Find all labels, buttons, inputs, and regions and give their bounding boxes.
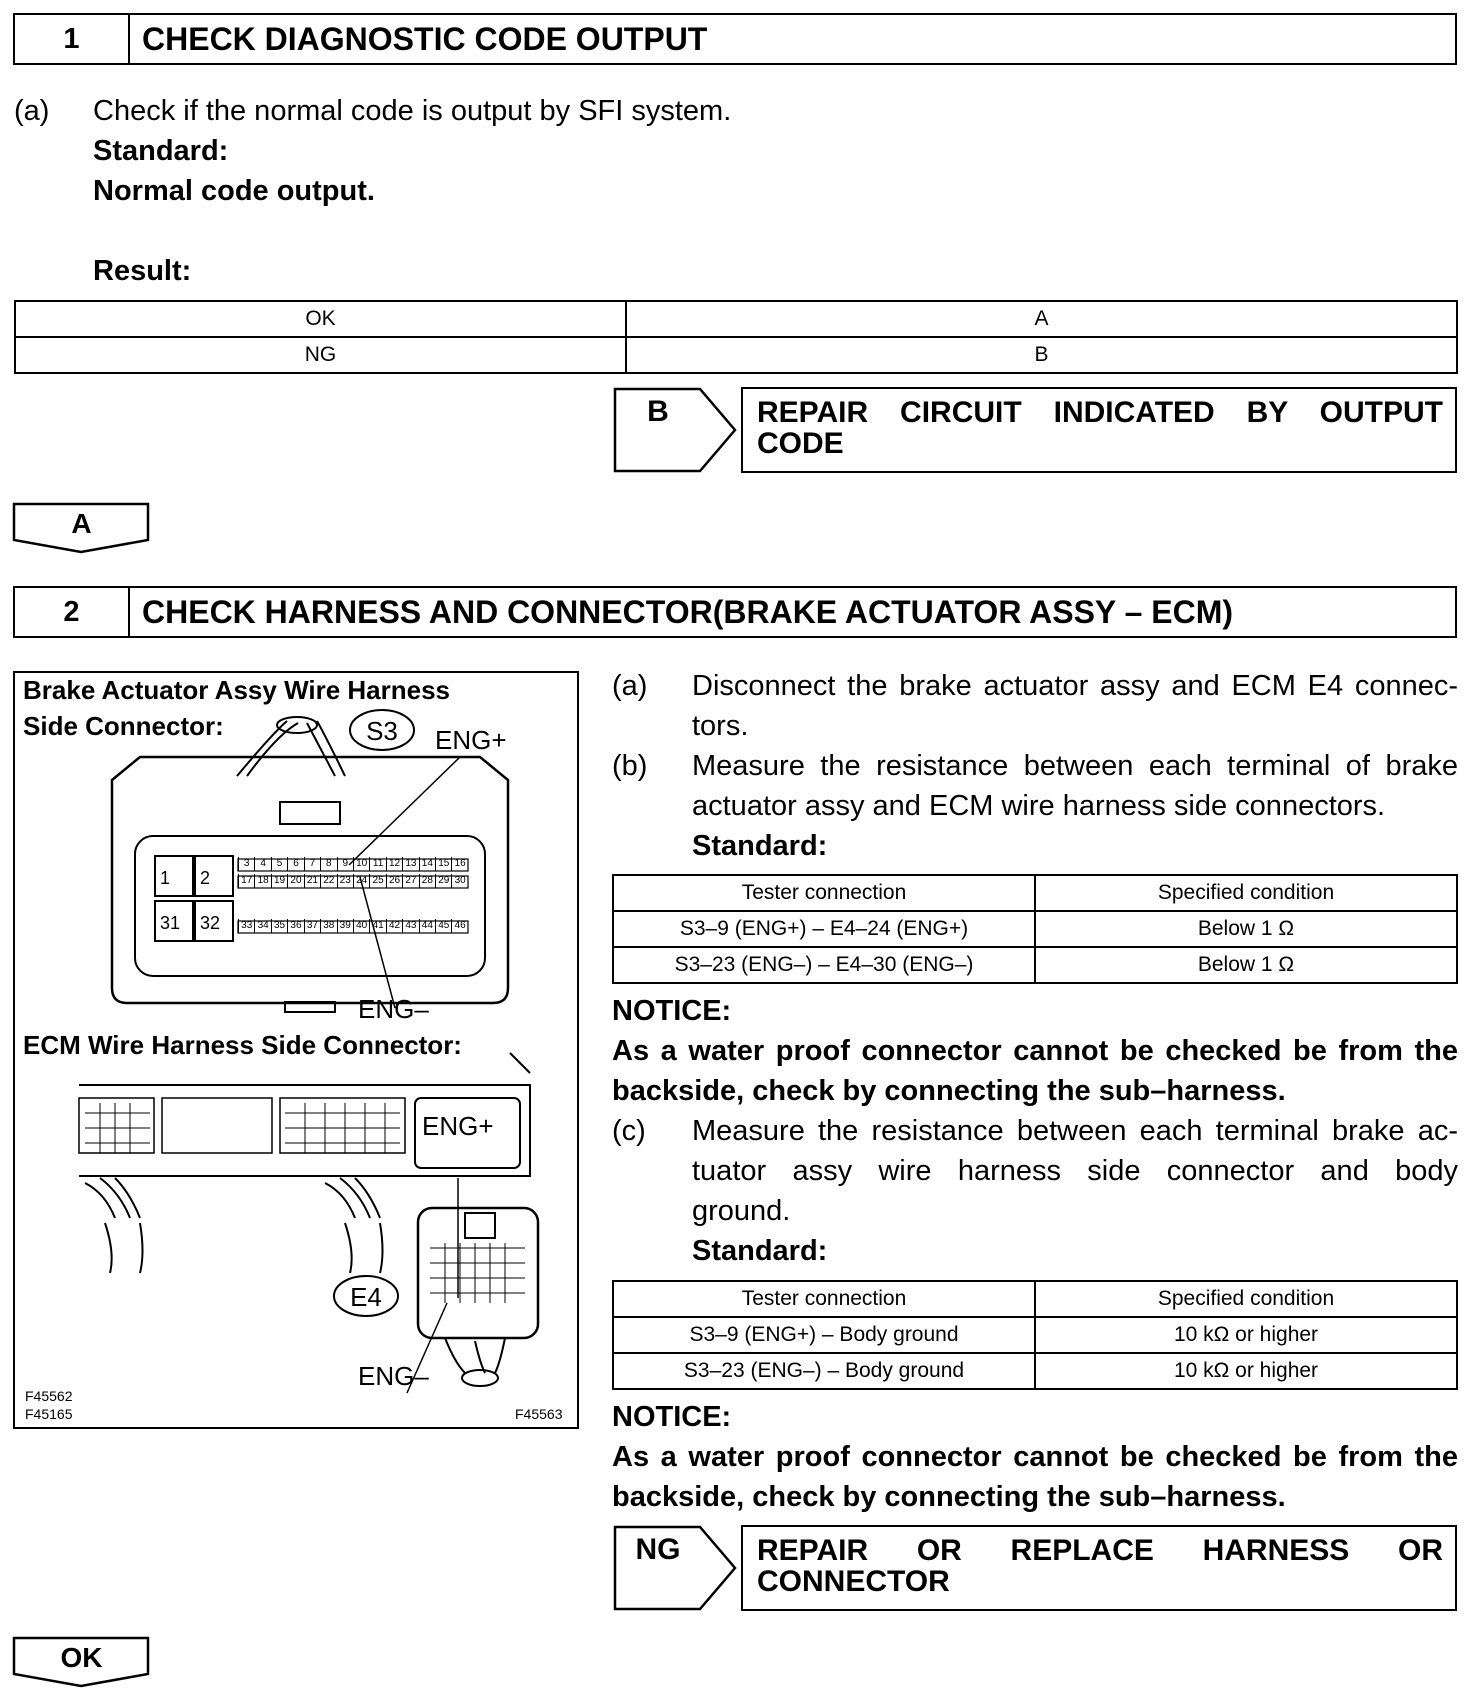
item-text — [692, 666, 1458, 746]
pin-label: 10 — [353, 857, 369, 871]
pin-label: 41 — [369, 919, 385, 933]
pin-label: 11 — [369, 857, 385, 871]
step-number: 2 — [15, 588, 130, 636]
text-line: tuator assy wire harness side connector and body — [692, 1155, 1458, 1187]
item-label: (b) — [612, 750, 648, 782]
pin-label: 22 — [320, 874, 336, 888]
text-line: actuator assy and ECM wire harness side connectors. — [692, 790, 1386, 822]
repair-action-box: REPAIR OR REPLACE HARNESS OR CONNECTOR — [741, 1525, 1457, 1611]
table-cell: Below 1 Ω — [1035, 911, 1457, 947]
pin-label: 15 — [435, 857, 451, 871]
pin-label: 36 — [287, 919, 303, 933]
pin-label: 27 — [402, 874, 418, 888]
pin-label: 17 — [238, 874, 254, 888]
table-header: Specified condition — [1035, 875, 1457, 911]
pin-label: 43 — [402, 919, 418, 933]
item-label: (c) — [612, 1115, 646, 1147]
table-cell: S3–9 (ENG+) – E4–24 (ENG+) — [613, 911, 1035, 947]
table-cell: B — [626, 337, 1457, 373]
figure-title-1: Brake Actuator Assy Wire Harness — [23, 675, 451, 705]
continue-label: OK — [60, 1642, 103, 1673]
pin-label: 8 — [320, 857, 336, 871]
pin-label: 39 — [337, 919, 353, 933]
result-table — [14, 300, 1458, 374]
spec-table-2 — [612, 1280, 1458, 1390]
pin-label: 16 — [451, 857, 467, 871]
pin-label: 30 — [451, 874, 467, 888]
notice-text — [612, 1031, 1458, 1111]
pin-label: 46 — [451, 919, 467, 933]
pin-label: 45 — [435, 919, 451, 933]
item-text — [692, 1111, 1458, 1231]
text-line: Measure the resistance between each terminal of brake — [692, 750, 1458, 782]
pin-label: 12 — [386, 857, 402, 871]
pin-label: 38 — [320, 919, 336, 933]
standard-label: Standard: — [692, 830, 828, 862]
text-line: backside, check by connecting the sub–harness. — [612, 1075, 1286, 1107]
pin-label: 35 — [271, 919, 287, 933]
notice-label: NOTICE: — [612, 1401, 732, 1433]
table-cell: S3–23 (ENG–) – E4–30 (ENG–) — [613, 947, 1035, 983]
figure-title-2: Side Connector: — [23, 711, 224, 741]
pin-label: 18 — [254, 874, 270, 888]
pin-label: 5 — [271, 857, 287, 871]
pin-row — [238, 874, 468, 888]
ecm-title: ECM Wire Harness Side Connector: — [23, 1030, 462, 1060]
pin-label: 25 — [369, 874, 385, 888]
pin-label: 13 — [402, 857, 418, 871]
standard-label: Standard: — [93, 135, 229, 167]
table-header-row — [613, 1281, 1457, 1317]
item-label: (a) — [14, 95, 50, 127]
table-cell: NG — [15, 337, 626, 373]
notice-label: NOTICE: — [612, 995, 732, 1027]
pin-label: 34 — [254, 919, 270, 933]
pin-label: 20 — [287, 874, 303, 888]
table-row — [613, 911, 1457, 947]
table-header: Tester connection — [613, 1281, 1035, 1317]
table-row — [613, 1353, 1457, 1389]
pin-label: 37 — [304, 919, 320, 933]
figure-code: F45563 — [515, 1406, 563, 1422]
eng-minus-label: ENG– — [358, 1361, 429, 1391]
step-title: CHECK HARNESS AND CONNECTOR(BRAKE ACTUATOR ASSY – ECM) — [142, 593, 1234, 630]
pin-row — [238, 857, 468, 871]
pin-label: 42 — [386, 919, 402, 933]
pin-label: 33 — [238, 919, 254, 933]
table-row — [15, 301, 1457, 337]
pin-label: 14 — [419, 857, 435, 871]
step-2-header — [13, 586, 1457, 638]
table-cell: S3–9 (ENG+) – Body ground — [613, 1317, 1035, 1353]
table-cell: A — [626, 301, 1457, 337]
text-line: ground. — [692, 1195, 791, 1227]
item-text — [692, 746, 1458, 826]
step-number: 1 — [15, 15, 130, 63]
text-line: backside, check by connecting the sub–harness. — [612, 1481, 1286, 1513]
pin-label: 4 — [254, 857, 270, 871]
table-row — [613, 1317, 1457, 1353]
repair-action-box: REPAIR CIRCUIT INDICATED BY OUTPUT CODE — [741, 387, 1457, 473]
item-text: Check if the normal code is output by SFI system. — [93, 95, 732, 127]
step-title: CHECK DIAGNOSTIC CODE OUTPUT — [142, 20, 708, 57]
table-cell: 10 kΩ or higher — [1035, 1353, 1457, 1389]
text-line: Measure the resistance between each terminal brake ac- — [692, 1115, 1458, 1147]
pin-label: 26 — [386, 874, 402, 888]
pin-label: 40 — [353, 919, 369, 933]
connector-figure — [13, 671, 579, 1429]
pin-label: 21 — [304, 874, 320, 888]
pin-label: 6 — [287, 857, 303, 871]
pin-row — [238, 919, 468, 933]
eng-minus-label: ENG– — [358, 994, 429, 1024]
branch-label: B — [647, 395, 669, 428]
e4-label: E4 — [350, 1282, 382, 1312]
table-cell: 10 kΩ or higher — [1035, 1317, 1457, 1353]
pin-label: 44 — [419, 919, 435, 933]
standard-label: Standard: — [692, 1235, 828, 1267]
pin-label: 3 — [238, 857, 254, 871]
eng-plus-label: ENG+ — [435, 725, 507, 755]
text-line: tors. — [692, 710, 749, 742]
text-line: As a water proof connector cannot be checked be from the — [612, 1441, 1458, 1473]
pin-label: 7 — [304, 857, 320, 871]
spec-table-1 — [612, 874, 1458, 984]
notice-text — [612, 1437, 1458, 1517]
pin-label: 32 — [200, 913, 221, 933]
table-cell: S3–23 (ENG–) – Body ground — [613, 1353, 1035, 1389]
eng-plus-label: ENG+ — [422, 1111, 494, 1141]
figure-code: F45165 — [25, 1406, 73, 1422]
continue-label: A — [71, 508, 92, 539]
pin-label: 19 — [271, 874, 287, 888]
branch-label: NG — [635, 1533, 681, 1566]
pin-label: 31 — [160, 913, 181, 933]
s3-label: S3 — [366, 716, 398, 746]
figure-code: F45562 — [25, 1388, 73, 1404]
table-cell: OK — [15, 301, 626, 337]
table-header: Tester connection — [613, 875, 1035, 911]
pin-label: 9 — [337, 857, 353, 871]
item-label: (a) — [612, 670, 648, 702]
text-line: As a water proof connector cannot be checked be from the — [612, 1035, 1458, 1067]
table-row — [613, 947, 1457, 983]
pin-label: 24 — [353, 874, 369, 888]
table-header: Specified condition — [1035, 1281, 1457, 1317]
standard-value: Normal code output. — [93, 175, 375, 207]
result-label: Result: — [93, 255, 192, 287]
text-line: Disconnect the brake actuator assy and ECM E4 connec- — [692, 670, 1458, 702]
table-row — [15, 337, 1457, 373]
pin-label: 2 — [200, 868, 211, 888]
table-header-row — [613, 875, 1457, 911]
pin-label: 28 — [419, 874, 435, 888]
pin-label: 1 — [160, 868, 171, 888]
table-cell: Below 1 Ω — [1035, 947, 1457, 983]
pin-label: 23 — [337, 874, 353, 888]
step-1-header — [13, 13, 1457, 65]
pin-label: 29 — [435, 874, 451, 888]
